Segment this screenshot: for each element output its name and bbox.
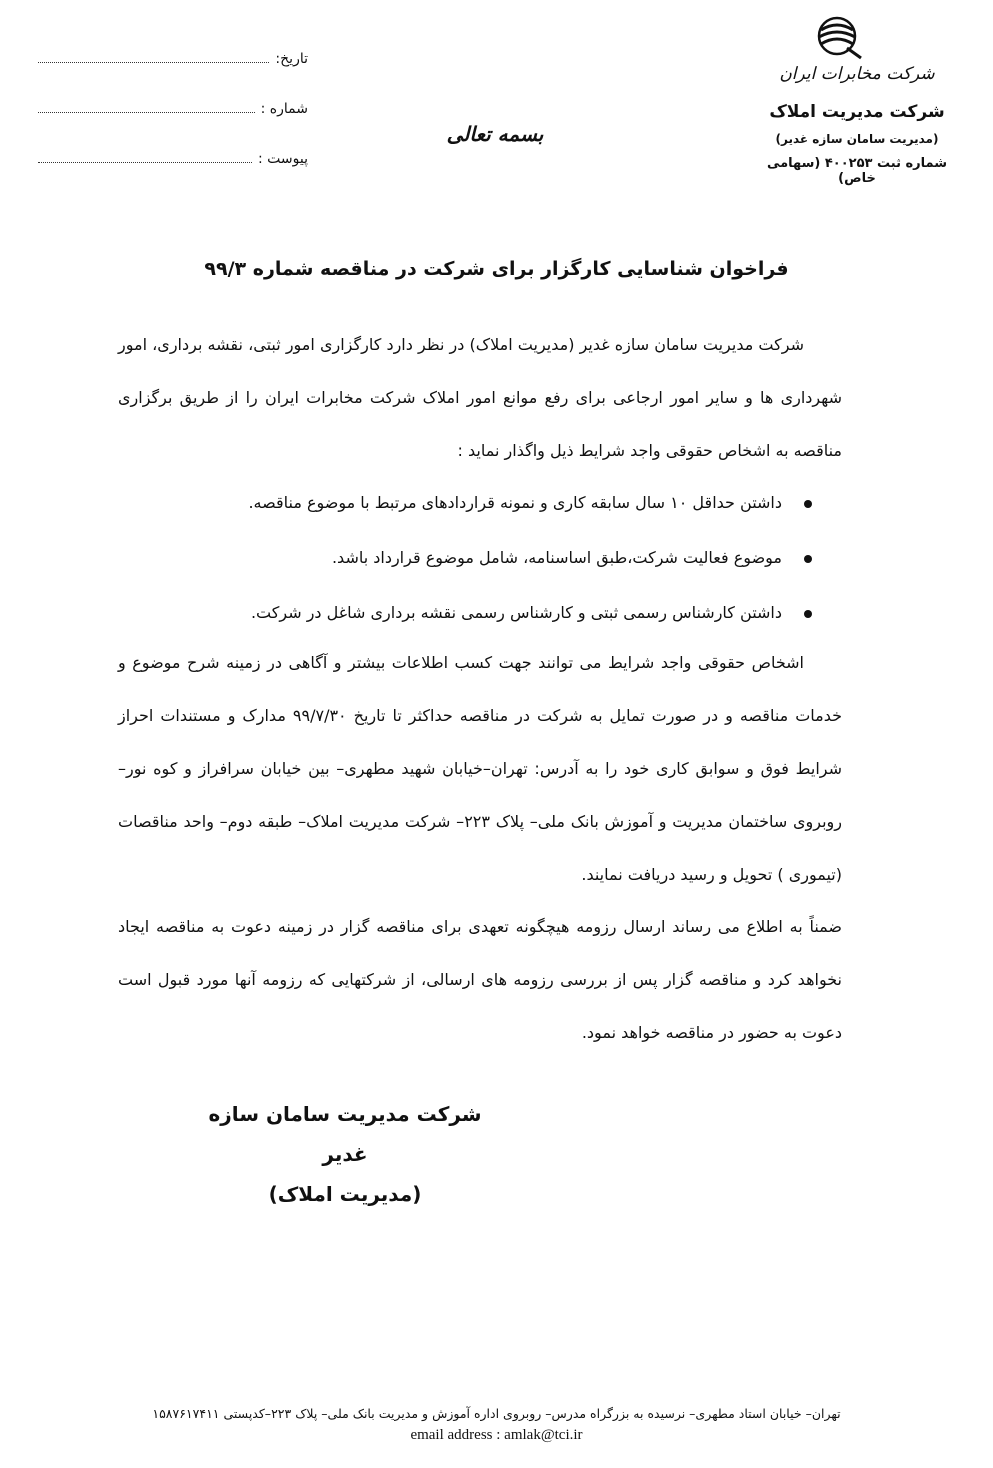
- list-item: [118, 478, 782, 533]
- attachment-field: [38, 150, 308, 200]
- list-item: [118, 533, 782, 588]
- signature-department: (مدیریت املاک): [268, 1182, 422, 1206]
- attachment-dotted-line: [38, 150, 252, 163]
- signature-block: [190, 1094, 500, 1214]
- list-item-text: موضوع فعالیت شرکت،طبق اساسنامه، شامل موضوع قرارداد باشد.: [331, 548, 782, 567]
- attachment-label: پیوست :: [258, 151, 308, 167]
- requirements-list: [118, 478, 782, 643]
- logo-text: شرکت مخابرات ایران: [779, 64, 935, 84]
- company-subtitle: (مدیریت سامان سازه غدیر): [775, 132, 939, 146]
- conditions-paragraph: اشخاص حقوقی واجد شرایط می توانند جهت کسب اطلاعات بیشتر و آگاهی در زمینه شرح موضوع و خدمات مناقصه و در صورت تمایل به شرکت در مناقصه حداکثر تا تاریخ ۹۹/۷/۳۰ مدارک و مستندات احراز شرایط فوق و سوابق کاری خود را به آدرس: تهران–خیابان شهید مطهری– بین خیابان سرافراز و کوه نور– روبروی ساختمان مدیریت و آموزش بانک ملی– پلاک ۲۲۳– شرکت مدیریت املاک– طبقه دوم– واحد مناقصات (تیموری ) تحویل و رسید دریافت نمایند.: [118, 653, 842, 884]
- number-label: شماره :: [260, 101, 308, 117]
- footer-email: email address : amlak@tci.ir: [410, 1427, 583, 1443]
- list-item: [118, 588, 782, 643]
- footer: [100, 1406, 893, 1444]
- bullet-icon: [804, 555, 812, 563]
- date-dotted-line: [38, 50, 269, 63]
- date-label: تاریخ:: [275, 51, 308, 67]
- intro-paragraph: شرکت مدیریت سامان سازه غدیر (مدیریت املاک) در نظر دارد کارگزاری امور ثبتی، نقشه برداری، امور شهرداری ها و سایر امور ارجاعی برای رفع موانع امور املاک شرکت مخابرات ایران را از طریق برگزاری مناقصه به اشخاص حقوقی واجد شرایط ذیل واگذار نماید :: [118, 335, 842, 460]
- number-field: [38, 100, 308, 150]
- signature-company: شرکت مدیریت سامان سازه غدیر: [208, 1102, 482, 1166]
- date-field: [38, 50, 308, 100]
- telecom-logo-icon: [807, 14, 867, 62]
- document-title: فراخوان شناسایی کارگزار برای شرکت در مناقصه شماره ۹۹/۳: [204, 258, 789, 280]
- bullet-icon: [804, 610, 812, 618]
- bismillah-heading: بسمه تعالی: [446, 122, 544, 146]
- list-item-text: داشتن کارشناس رسمی ثبتی و کارشناس رسمی نقشه برداری شاغل در شرکت.: [250, 603, 782, 622]
- notice-paragraph: ضمناً به اطلاع می رساند ارسال رزومه هیچگونه تعهدی برای مناقصه گزار در زمینه دعوت به مناقصه ایجاد نخواهد کرد و مناقصه گزار پس از بررسی رزومه های ارسالی، از شرکتهایی که رزومه آنها مورد قبول است دعوت به حضور در مناقصه خواهد نمود.: [118, 917, 842, 1042]
- letter-meta: [38, 50, 308, 200]
- list-item-text: داشتن حداقل ۱۰ سال سابقه کاری و نمونه قراردادهای مرتبط با موضوع مناقصه.: [248, 493, 782, 512]
- bullet-icon: [804, 500, 812, 508]
- footer-address: تهران– خیابان استاد مطهری– نرسیده به بزرگراه مدرس– روبروی اداره آموزش و مدیریت بانک ملی– پلاک ۲۲۳–کدپستی ۱۵۸۷۶۱۷۴۱۱: [152, 1406, 841, 1421]
- registration-number: شماره ثبت ۴۰۰۲۵۳ (سهامی خاص): [766, 156, 948, 186]
- number-dotted-line: [38, 100, 255, 113]
- company-header: [757, 14, 957, 186]
- company-name: شرکت مدیریت املاک: [769, 102, 945, 122]
